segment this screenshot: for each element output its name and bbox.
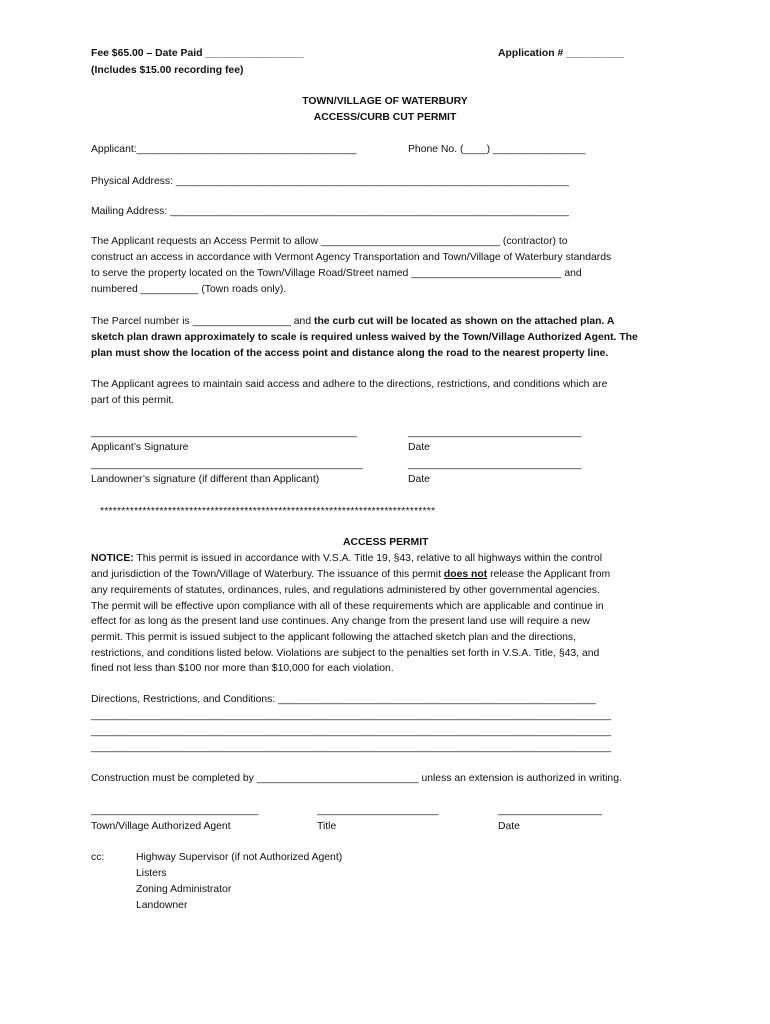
notice-does-not: does not bbox=[443, 569, 488, 580]
cc-label: cc: bbox=[91, 852, 105, 863]
request-line-1: The Applicant requests an Access Permit to allow _______________________________ (contractor) to bbox=[91, 236, 568, 247]
parcel-line-1 bbox=[91, 314, 614, 330]
notice-line-1 bbox=[91, 551, 602, 567]
notice-line-8: fined not less than $100 nor more than $10,000 for each violation. bbox=[91, 663, 394, 674]
landowner-signature-line: _______________________________________________ bbox=[91, 459, 363, 470]
request-line-2: construct an access in accordance with Vermont Agency Transportation and Town/Village of Waterbury standards bbox=[91, 252, 612, 263]
conditions-blank-3: __________________________________________________________________________________________ bbox=[91, 742, 612, 753]
cc-item: Listers bbox=[136, 868, 167, 879]
parcel-line-2: sketch plan drawn approximately to scale is required unless waived by the Town/Village Authorized Agent. The bbox=[91, 332, 638, 343]
physical-address-field: Physical Address: ____________________________________________________________________ bbox=[91, 176, 569, 187]
document-subtitle: ACCESS/CURB CUT PERMIT bbox=[313, 112, 457, 123]
auth-date-line: __________________ bbox=[498, 805, 603, 816]
notice-line-6: permit. This permit is issued subject to the applicant following the attached sketch plan and the directions, bbox=[91, 632, 576, 643]
construction-line: Construction must be completed by ____________________________ unless an extension is authorized in writing. bbox=[91, 773, 622, 784]
landowner-date-line: ______________________________ bbox=[408, 459, 582, 470]
notice-line-4: The permit will be effective upon compliance with all of these requirements which are applicable and continue in bbox=[91, 601, 604, 612]
notice-label: NOTICE: bbox=[91, 553, 134, 564]
parcel-line-1-text: The Parcel number is _________________ and bbox=[91, 316, 314, 327]
conditions-blank-2: __________________________________________________________________________________________ bbox=[91, 726, 612, 737]
notice-line-3: any requirements of statutes, ordinances, rules, and regulations administered by other governmental agencies. bbox=[91, 585, 600, 596]
parcel-line-1-bold: the curb cut will be located as shown on the attached plan. A bbox=[314, 316, 615, 327]
mailing-address-field: Mailing Address: _____________________________________________________________________ bbox=[91, 206, 569, 217]
conditions-label: Directions, Restrictions, and Conditions: _______________________________________________________ bbox=[91, 694, 596, 705]
notice-line-2a: and jurisdiction of the Town/Village of Waterbury. The issuance of this permit bbox=[91, 569, 444, 580]
notice-line-7: restrictions, and conditions listed below. Violations are subject to the penalties set forth in V.S.A. Title, §43, and bbox=[91, 648, 600, 659]
applicant-field: Applicant:______________________________________ bbox=[91, 144, 357, 155]
notice-line-2 bbox=[91, 567, 610, 583]
agreement-line-2: part of this permit. bbox=[91, 395, 175, 406]
permit-heading: ACCESS PERMIT bbox=[343, 537, 429, 548]
application-number: Application # __________ bbox=[498, 48, 624, 59]
cc-item: Zoning Administrator bbox=[136, 884, 232, 895]
agreement-line-1: The Applicant agrees to maintain said access and adhere to the directions, restrictions, and conditions which are bbox=[91, 379, 608, 390]
applicant-date-line: ______________________________ bbox=[408, 427, 582, 438]
applicant-date-label: Date bbox=[408, 442, 430, 453]
landowner-date-label: Date bbox=[408, 474, 430, 485]
cc-item: Landowner bbox=[136, 900, 188, 911]
agent-signature-line: _____________________________ bbox=[91, 805, 259, 816]
fee-note: (Includes $15.00 recording fee) bbox=[91, 65, 244, 76]
notice-line-1-text: This permit is issued in accordance with V.S.A. Title 19, §43, relative to all highways within the control bbox=[133, 553, 603, 564]
notice-line-5: effect for as long as the present land use continues. Any change from the present land use will require a new bbox=[91, 616, 590, 627]
asterisk-divider: ******************************************************************************* bbox=[100, 506, 436, 517]
agent-label: Town/Village Authorized Agent bbox=[91, 821, 231, 832]
title-label: Title bbox=[317, 821, 337, 832]
document-title: TOWN/VILLAGE OF WATERBURY bbox=[302, 96, 468, 107]
fee-line: Fee $65.00 – Date Paid _________________ bbox=[91, 48, 304, 59]
parcel-line-3: plan must show the location of the access point and distance along the road to the nearest property line. bbox=[91, 348, 609, 359]
phone-field: Phone No. (____) ________________ bbox=[408, 144, 586, 155]
applicant-signature-line: ______________________________________________ bbox=[91, 427, 357, 438]
request-line-4: numbered __________ (Town roads only). bbox=[91, 284, 287, 295]
conditions-blank-1: __________________________________________________________________________________________ bbox=[91, 710, 612, 721]
landowner-signature-label: Landowner’s signature (if different than Applicant) bbox=[91, 474, 320, 485]
auth-date-label: Date bbox=[498, 821, 520, 832]
title-line: _____________________ bbox=[317, 805, 439, 816]
request-line-3: to serve the property located on the Town/Village Road/Street named __________________________ and bbox=[91, 268, 582, 279]
notice-line-2c: release the Applicant from bbox=[487, 569, 611, 580]
applicant-signature-label: Applicant’s Signature bbox=[91, 442, 189, 453]
cc-item: Highway Supervisor (if not Authorized Agent) bbox=[136, 852, 343, 863]
